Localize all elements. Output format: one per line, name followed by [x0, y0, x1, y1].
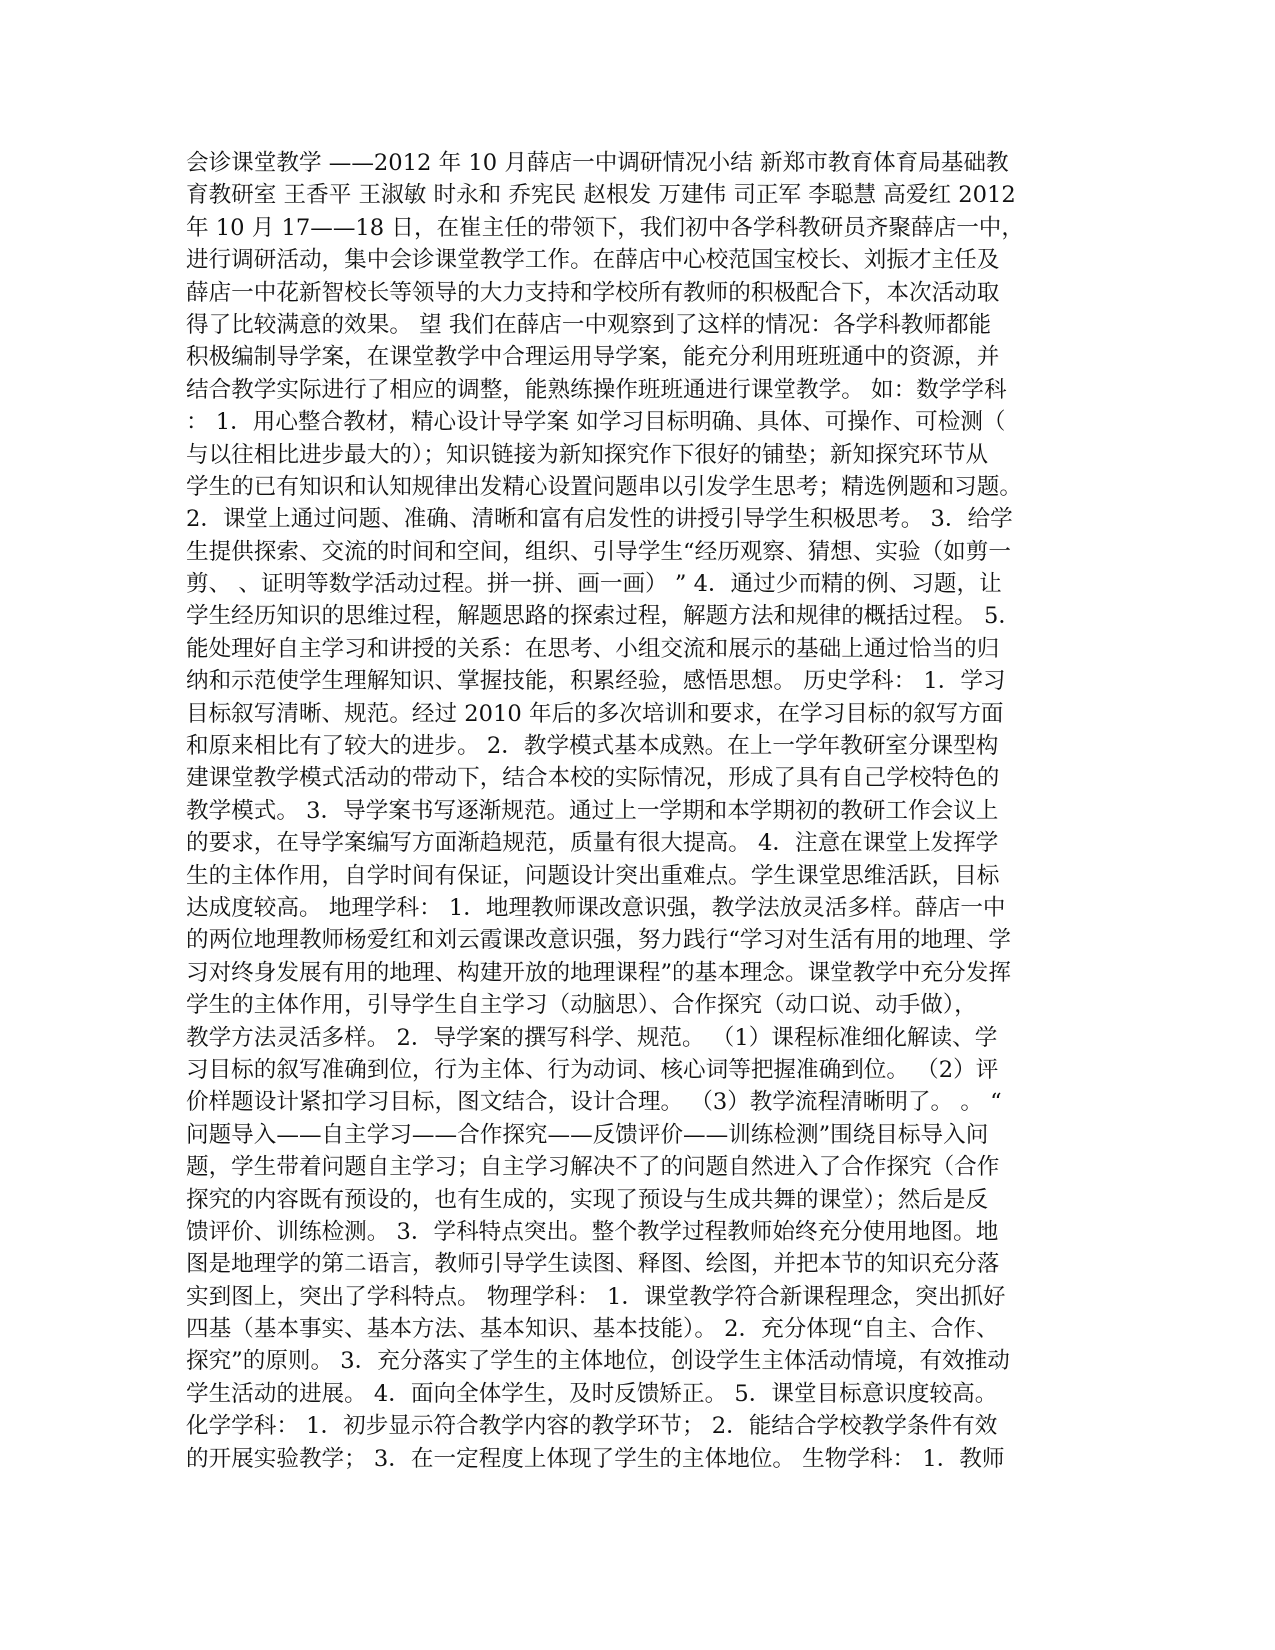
text-line: 题，学生带着问题自主学习；自主学习解决不了的问题自然进入了合作探究（合作	[186, 1154, 1000, 1181]
text-line: 探究的内容既有预设的，也有生成的，实现了预设与生成共舞的课堂）；然后是反	[186, 1186, 989, 1213]
text-line: 实到图上，突出了学科特点。 物理学科： 1．课堂教学符合新课程理念，突出抓好	[186, 1283, 1006, 1310]
text-line: 纳和示范使学生理解知识、掌握技能，积累经验，感悟思想。 历史学科： 1．学习	[186, 668, 1006, 695]
document-body	[186, 147, 1086, 1475]
text-line: 学生的已有知识和认知规律出发精心设置问题串以引发学生思考；精选例题和习题。	[186, 473, 1022, 500]
text-line: 结合教学实际进行了相应的调整，能熟练操作班班通进行课堂教学。 如：数学学科	[186, 376, 1007, 403]
text-line: 习对终身发展有用的地理、构建开放的地理课程”的基本理念。课堂教学中充分发挥	[186, 959, 1011, 986]
text-line: 问题导入——自主学习——合作探究——反馈评价——训练检测”围绕目标导入问	[186, 1121, 989, 1148]
text-line: 学生活动的进展。 4．面向全体学生，及时反馈矫正。 5．课堂目标意识度较高。	[186, 1380, 998, 1407]
text-line: 化学学科： 1．初步显示符合教学内容的教学环节； 2．能结合学校教学条件有效	[186, 1413, 998, 1440]
text-line: 的要求，在导学案编写方面渐趋规范，质量有很大提高。 4．注意在课堂上发挥学	[186, 830, 999, 857]
text-line: 馈评价、训练检测。 3．学科特点突出。整个教学过程教师始终充分使用地图。地	[186, 1218, 999, 1245]
text-line: 进行调研活动，集中会诊课堂教学工作。在薛店中心校范国宝校长、刘振才主任及	[186, 247, 1000, 274]
text-line: 薛店一中花新智校长等领导的大力支持和学校所有教师的积极配合下，本次活动取	[186, 279, 1000, 306]
text-line: 达成度较高。 地理学科： 1．地理教师课改意识强，教学法放灵活多样。薛店一中	[186, 894, 1006, 921]
text-line: 目标叙写清晰、规范。经过 2010 年后的多次培训和要求，在学习目标的叙写方面	[186, 700, 1004, 727]
text-line: 习目标的叙写准确到位，行为主体、行为动词、核心词等把握准确到位。 （2）评	[186, 1056, 999, 1083]
text-line: 探究”的原则。 3．充分落实了学生的主体地位，创设学生主体活动情境，有效推动	[186, 1348, 1010, 1375]
text-line: 教学模式。 3．导学案书写逐渐规范。通过上一学期和本学期初的教研工作会议上	[186, 797, 999, 824]
text-line: 教学方法灵活多样。 2．导学案的撰写科学、规范。 （1）课程标准细化解读、学	[186, 1024, 998, 1051]
text-line: 学生经历知识的思维过程，解题思路的探索过程，解题方法和规律的概括过程。 5．	[186, 603, 1021, 630]
text-line: 的开展实验教学； 3．在一定程度上体现了学生的主体地位。 生物学科： 1．教师	[186, 1445, 1005, 1472]
text-line: 学生的主体作用，引导学生自主学习（动脑思）、合作探究（动口说、动手做），	[186, 992, 977, 1019]
text-line: ： 1．用心整合教材，精心设计导学案 如学习目标明确、具体、可操作、可检测（	[186, 409, 1006, 436]
text-line: 价样题设计紧扣学习目标，图文结合，设计合理。 （3）教学流程清晰明了。 。 “	[186, 1089, 1002, 1116]
text-line: 得了比较满意的效果。 望 我们在薛店一中观察到了这样的情况：各学科教师都能	[186, 311, 992, 338]
text-line: 图是地理学的第二语言，教师引导学生读图、释图、绘图，并把本节的知识充分落	[186, 1251, 1000, 1278]
text-line: 剪、 、证明等数学活动过程。拼一拼、画一画） ” 4．通过少而精的例、习题，让	[186, 571, 1002, 598]
text-line: 年 10 月 17——18 日，在崔主任的带领下，我们初中各学科教研员齐聚薛店一中，	[186, 214, 1024, 241]
text-line: 的两位地理教师杨爱红和刘云霞课改意识强，努力践行“学习对生活有用的地理、学	[186, 927, 1011, 954]
text-line: 生提供探索、交流的时间和空间，组织、引导学生“经历观察、猜想、实验（如剪一	[186, 538, 1011, 565]
text-line: 能处理好自主学习和讲授的关系：在思考、小组交流和展示的基础上通过恰当的归	[186, 635, 1000, 662]
text-line: 与以往相比进步最大的）；知识链接为新知探究作下很好的铺垫；新知探究环节从	[186, 441, 989, 468]
text-line: 四基（基本事实、基本方法、基本知识、基本技能）。 2．充分体现“自主、合作、	[186, 1316, 999, 1343]
text-line: 2．课堂上通过问题、准确、清晰和富有启发性的讲授引导学生积极思考。 3．给学	[186, 506, 1013, 533]
text-line: 积极编制导学案，在课堂教学中合理运用导学案，能充分利用班班通中的资源，并	[186, 344, 1000, 371]
text-line: 建课堂教学模式活动的带动下，结合本校的实际情况，形成了具有自己学校特色的	[186, 765, 1000, 792]
text-line: 生的主体作用，自学时间有保证，问题设计突出重难点。学生课堂思维活跃，目标	[186, 862, 1000, 889]
text-line: 和原来相比有了较大的进步。 2．教学模式基本成熟。在上一学年教研室分课型构	[186, 733, 999, 760]
text-line: 会诊课堂教学 ——2012 年 10 月薛店一中调研情况小结 新郑市教育体育局基础教	[186, 150, 1009, 176]
text-line: 育教研室 王香平 王淑敏 时永和 乔宪民 赵根发 万建伟 司正军 李聪慧 高爱红 2012	[186, 182, 1016, 209]
